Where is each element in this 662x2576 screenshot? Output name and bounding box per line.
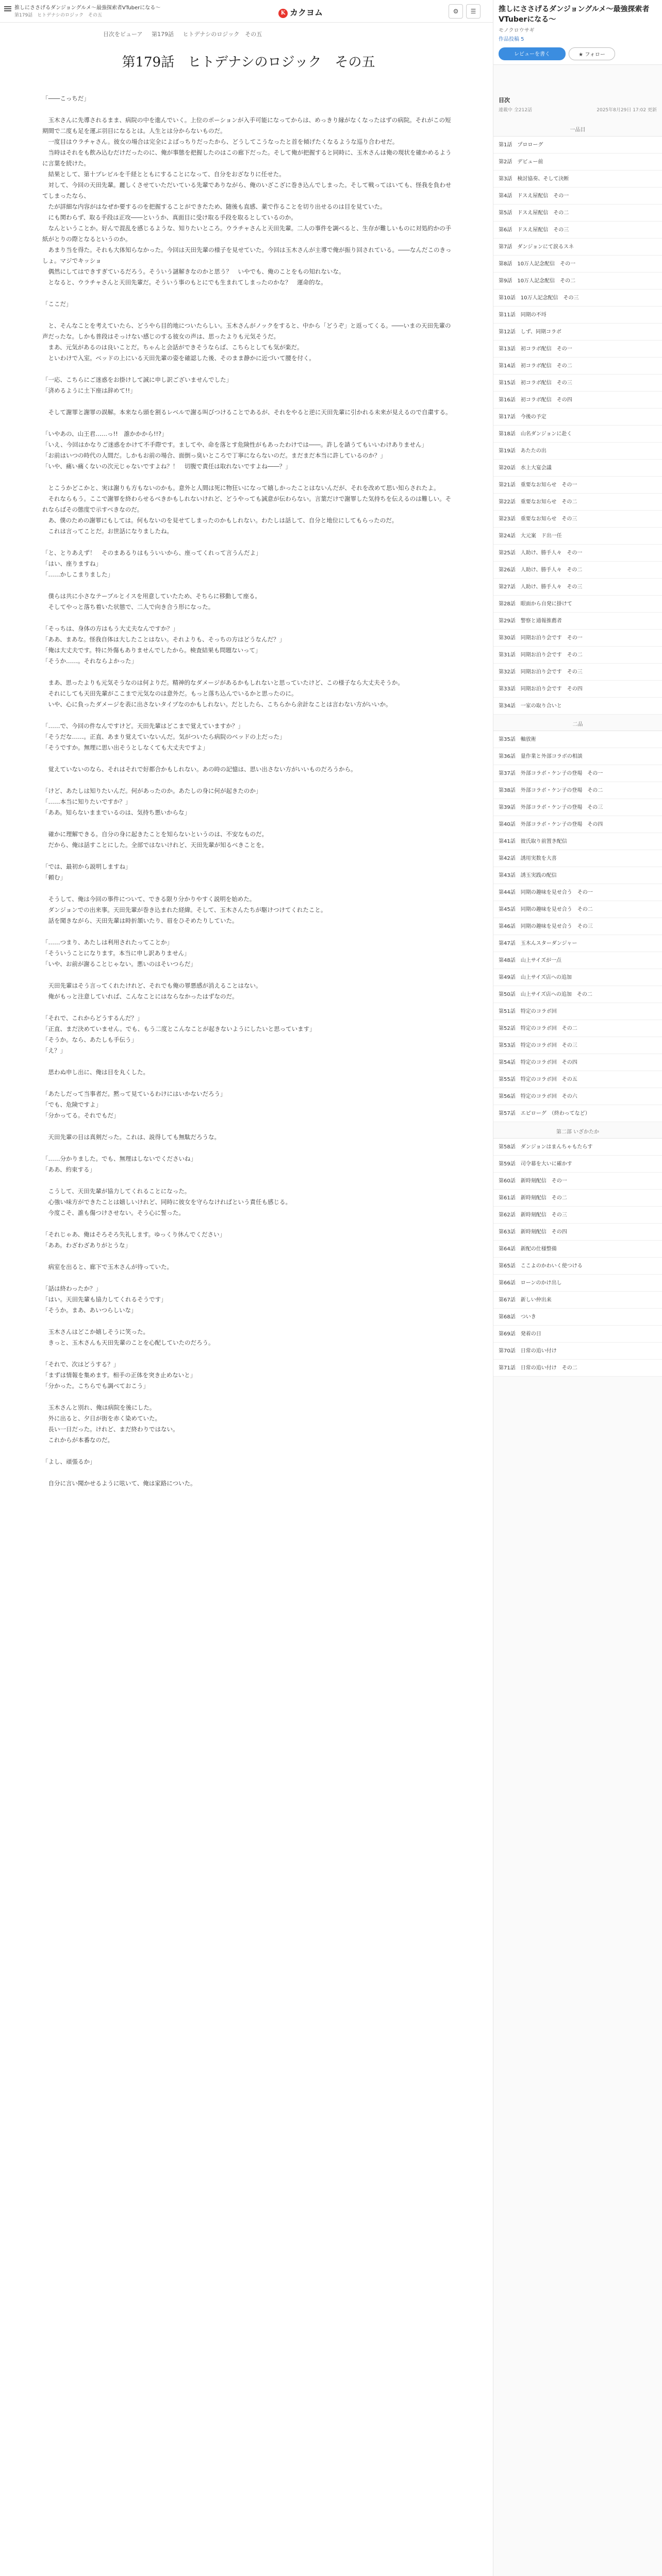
toc-episode-link[interactable]: 第11話 同期の不埒 [493, 307, 662, 324]
body-paragraph [42, 970, 455, 980]
settings-icon[interactable]: ⚙ [449, 4, 463, 19]
body-paragraph: 「一応、こちらにご迷惑をお掛けして誠に申し訳ございませんでした」 [42, 376, 232, 383]
body-paragraph: たが詳細な内容がはなぜか要するのを把握することができたため、随後も直感、薬で作ることを切り出せるのは目を見ていた。 [42, 203, 386, 210]
body-paragraph [42, 667, 455, 677]
toc-episode-link[interactable]: 第26話 人助け、勝手人々 その二 [493, 562, 662, 579]
body-paragraph: 話を聞きながら、天田先輩は時折頷いたり、眉をひそめたりしていた。 [42, 917, 238, 924]
body-paragraph [42, 310, 455, 320]
toc-episode-link[interactable]: 第15話 初コラボ配信 その三 [493, 375, 662, 392]
toc-episode-link[interactable]: 第58話 ダンジョンはまんちゃもたらす [493, 1139, 662, 1156]
sidebar-author[interactable]: モノクロウサギ [499, 28, 535, 33]
toc-episode-link[interactable]: 第12話 しず、同期コラボ [493, 324, 662, 341]
body-paragraph [42, 1251, 455, 1262]
body-paragraph: 「それで、これからどうするんだ？」 [42, 1014, 143, 1022]
toc-episode-link[interactable]: 第63話 新時刻配信 その四 [493, 1224, 662, 1241]
body-paragraph: 「はい、座りますね」 [42, 560, 102, 567]
body-paragraph: 「いえ、今回はかなりご迷惑をかけて不手際です。ましてや、命を落とす危険性がもあったわけでは――。許しを請うてもいいわけありません」 [42, 441, 427, 448]
logo-icon: K [278, 9, 288, 18]
toc-episode-link[interactable]: 第36話 量作業と外部コラボの相談 [493, 748, 662, 765]
toc-episode-link[interactable]: 第9話 10万人記念配信 その二 [493, 273, 662, 290]
body-paragraph: 外に出ると、夕日が街を赤く染めていた。 [42, 1415, 161, 1422]
toc-episode-link[interactable]: 第64話 新配の仕様整備 [493, 1241, 662, 1258]
body-paragraph: まあ、元気があるのは良いことだ。ちゃんと会話ができそうならば、こちらとしても気が楽だ。 [42, 344, 303, 351]
toc-episode-link[interactable]: 第71話 日常の追い付け その二 [493, 1360, 662, 1377]
toc-episode-link[interactable]: 第37話 外部コラボ・ケン子の登場 その一 [493, 765, 662, 782]
toc-episode-link[interactable]: 第57話 エピローグ （終わってなど） [493, 1105, 662, 1122]
body-paragraph: にも関わらず、取る手段は正攻――というか、真面目に受け取る手段を取るとしているのか。 [42, 214, 297, 221]
toc-episode-link[interactable]: 第55話 特定のコラボ回 その五 [493, 1071, 662, 1088]
sidebar-novel-title[interactable]: 推しにささげるダンジョングルメ～最強探索者VTuberになる～ [499, 5, 650, 24]
body-paragraph [42, 288, 455, 299]
toc-episode-link[interactable]: 第60話 新時刻配信 その一 [493, 1173, 662, 1190]
body-paragraph [42, 1056, 455, 1067]
body-paragraph: 玉木さんに先導されるまま、病院の中を進んでいく。上位のポーションが入手可能になってからは、めっきり縁がなくなったはずの病院。それがこの短期間で二度も足を運ぶ羽目になるとは。人生とは分からないものだ。 [42, 116, 451, 134]
toc-episode-link[interactable]: 第6話 ドスえ屋配信 その三 [493, 222, 662, 239]
toc-episode-link[interactable]: 第42話 誘用実数を大喜 [493, 850, 662, 867]
body-paragraph: まあ、思ったよりも元気そうなのは何よりだ。精神的なダメージがあるかもしれないと思っていたけど、この様子なら大丈夫そうか。 [42, 679, 404, 686]
body-paragraph: これからが本番なのだ。 [42, 1436, 113, 1444]
body-paragraph [42, 613, 455, 623]
body-paragraph: 「そうか。なら、あたしも手伝う」 [42, 1036, 137, 1043]
body-paragraph: 結果として、第十プレビルを千経とともにすることになって、自分をおざなりに任せた。 [42, 171, 285, 178]
toc-updated: 2025年8月29日 17:02 更新 [597, 108, 657, 113]
toc-episode-link[interactable]: 第32話 同期お泊り会です その三 [493, 664, 662, 681]
toc-episode-link[interactable]: 第46話 同期の趣味を見せ合う その三 [493, 918, 662, 935]
breadcrumb-episode-title: ヒトデナシのロジック その五 [183, 31, 262, 38]
body-paragraph: 病室を出ると、廊下で玉木さんが待っていた。 [42, 1263, 173, 1270]
toc-label: 目次 [499, 97, 510, 104]
body-paragraph: あ、僕のための謝罪にもしては。何もないのを見せてしまったのかもしれない。わたしは話して、自分と地位にしてもらったのだ。 [42, 517, 398, 524]
chapter-heading[interactable]: 二品 [493, 715, 662, 731]
toc-episode-link[interactable]: 第10話 10万人記念配信 その三 [493, 290, 662, 307]
chapter-heading[interactable]: 一品目 [493, 120, 662, 137]
toc-episode-link[interactable]: 第7話 ダンジョンにて涙るスネ [493, 239, 662, 256]
body-paragraph: 「はい。天田先輩も協力してくれるそうです」 [42, 1296, 167, 1303]
body-paragraph: 「ああ。知らないままでいるのは、気持ち悪いからな」 [42, 809, 191, 816]
toc-episode-link[interactable]: 第41話 彼氏取り前置き配信 [493, 833, 662, 850]
body-paragraph: 「話は終わったか？」 [42, 1285, 102, 1292]
body-paragraph: 「いや、痛い痛くないの次元じゃないですよね？！ 切腹で責任は取れないですよね――？」 [42, 463, 291, 470]
body-paragraph: 「いや、お前が謝ることじゃない。悪いのはそいつらだ」 [42, 960, 196, 968]
body-paragraph [42, 580, 455, 591]
toc-episode-link[interactable]: 第65話 ここよのかわいく使つける [493, 1258, 662, 1275]
toc-episode-link[interactable]: 第21話 重要なお知らせ その一 [493, 477, 662, 494]
body-paragraph: といわけで入室。ベッドの上にいる天田先輩の姿を確認した後、そのまま静かに近づいて腰を付く。 [42, 354, 315, 362]
body-paragraph: 「……で、今回の件なんですけど。天田先輩はどこまで覚えていますか？」 [42, 722, 244, 730]
body-paragraph: そうして、俺は今回の事件について、できる限り分かりやすく説明を始めた。 [42, 895, 256, 903]
toc-episode-link[interactable]: 第62話 新時刻配信 その三 [493, 1207, 662, 1224]
body-paragraph: 自分に言い聞かせるように呟いて、俺は家路についた。 [42, 1480, 196, 1487]
episode-body [42, 52, 455, 1489]
body-paragraph: 天田先輩はそう言ってくれたけれど、それでも俺の罪悪感が消えることはない。 [42, 982, 262, 989]
body-paragraph: 「と、とりあえず！ そのまあるりはもういいから、座ってくれって言うんだよ」 [42, 549, 262, 556]
body-paragraph [42, 418, 455, 429]
episode-text [42, 93, 455, 1489]
body-paragraph: いや、心に負ったダメージを表に出さないタイプなのかもしれない。だとしたら、こちらから余計なことは言わない方がいいか。 [42, 701, 392, 708]
body-paragraph: これは言ってことだ。お世話になりましたね。 [42, 528, 173, 535]
body-paragraph [42, 1143, 455, 1154]
body-paragraph: 「そういうことになります。本当に申し訳ありません」 [42, 950, 190, 957]
toc-episode-link[interactable]: 第8話 10万人記念配信 その一 [493, 256, 662, 273]
body-paragraph: 「ああ、まあな。怪我自体は大したことはない。それよりも、そっちの方はどうなんだ？」 [42, 636, 286, 643]
body-paragraph: 玉木さんはどこか嬉しそうに笑った。 [42, 1328, 149, 1335]
body-paragraph: きっと、玉木さんも天田先輩のことを心配していたのだろう。 [42, 1339, 214, 1346]
header-novel-title[interactable]: 推しにささげるダンジョングルメ～最強探索者VTuberになる～ [14, 5, 161, 11]
toc-episode-count: 連載中 全212話 [499, 108, 533, 113]
body-paragraph: 「……本当に知りたいですか？」 [42, 798, 131, 805]
body-paragraph: 「そうか。まあ、あいつらしいな」 [42, 1307, 137, 1314]
body-paragraph: だから、俺は話すことにした。全部ではないけれど、天田先輩が知るべきことを。 [42, 841, 268, 849]
episode-title: 第179話 ヒトデナシのロジック その五 [122, 55, 375, 70]
toc-episode-link[interactable]: 第56話 特定のコラボ回 その六 [493, 1088, 662, 1105]
body-paragraph [42, 818, 455, 829]
body-paragraph: 思わぬ申し出に、俺は目を丸くした。 [42, 1069, 149, 1076]
body-paragraph: こうして、天田先輩が協力してくれることになった。 [42, 1188, 191, 1195]
body-paragraph: 「ここだ」 [42, 300, 72, 308]
body-paragraph: 「そうですか。無理に思い出そうとしなくても大丈夫ですよ」 [42, 744, 208, 751]
toc-episode-link[interactable]: 第48話 山上サイズが一点 [493, 952, 662, 969]
site-logo[interactable]: K カクヨム [278, 6, 323, 18]
body-paragraph: 「済めるように土下座は辞めて!!」 [42, 387, 136, 394]
body-paragraph: となると、ウラチャさんと天田先輩だ。そういう事のもとにでも生まれてしまったのかな？ 運命的な。 [42, 279, 327, 286]
body-paragraph: 「分かってる。それでもだ」 [42, 1112, 120, 1119]
toc-episode-link[interactable]: 第59話 司令幕を大いに確かす [493, 1156, 662, 1173]
toc-episode-link[interactable]: 第49話 山上サイズ店への追加 [493, 969, 662, 986]
body-paragraph: 「ああ、約束する」 [42, 1166, 96, 1173]
toc-episode-link[interactable]: 第54話 特定のコラボ回 その四 [493, 1054, 662, 1071]
body-paragraph: 「分かった。こちらでも調べておこう」 [42, 1382, 149, 1389]
body-paragraph: 「でも、危険ですよ」 [42, 1101, 102, 1108]
chapter-heading[interactable]: 第二部 いざかたか [493, 1122, 662, 1139]
toc-episode-link[interactable]: 第67話 新しい仲出来 [493, 1292, 662, 1309]
toc-episode-link[interactable]: 第33話 同期お泊り会です その四 [493, 681, 662, 698]
toc-episode-link[interactable]: 第66話 ローンのかけ出し [493, 1275, 662, 1292]
toc-episode-link[interactable]: 第35話 軸放術 [493, 731, 662, 748]
body-paragraph: 「頼む」 [42, 874, 66, 881]
body-paragraph: 僕らは共に小さなテーブルとイスを用意していたため、そちらに移動して座る。 [42, 592, 261, 600]
toc-episode-link[interactable]: 第53話 特定のコラボ回 その三 [493, 1037, 662, 1054]
body-paragraph: と、そんなことを考えていたら、どうやら目的地についたらしい。玉木さんがノックをすると、中から「どうぞ」と返ってくる。――いまの天田先輩の声だったな。しかも普段はそっけない感じのする彼女の声は、思ったよりも元気そうだ。 [42, 322, 451, 340]
toc-episode-link[interactable]: 第61話 新時刻配信 その二 [493, 1190, 662, 1207]
toc-episode-link[interactable]: 第28話 眼面から自発に掛けて [493, 596, 662, 613]
body-paragraph [42, 1175, 455, 1186]
body-paragraph: とこうかどこかと、実は謝りも方もないのかも。意外と人間は死に物狂いになって嬉しかったことはないんだが、それを改めて思い知らされたよ。 [42, 484, 440, 492]
body-paragraph [42, 1218, 455, 1229]
sidebar [493, 0, 662, 2576]
body-paragraph: 「正直、まだ決めていません。でも、もう二度とこんなことが起きないようにしたいと思っています」 [42, 1025, 316, 1032]
body-paragraph [42, 364, 455, 375]
body-paragraph: それにしても天田先輩がここまで元気なのは意外だ。もっと落ち込んでいるかと思ったのに。 [42, 690, 297, 697]
toc-episode-link[interactable]: 第39話 外部コラボ・ケン子の登場 その三 [493, 799, 662, 816]
body-paragraph: 「それじゃあ、俺はそろそろ失礼します。ゆっくり休んでください」 [42, 1231, 226, 1238]
body-paragraph: 「お前はいつの時代の人間だ。しかもお前の場合、面倒っ臭いところで丁寧にならないのだ。まだまだ本当に許しているのか？」 [42, 452, 386, 459]
body-paragraph: 「……分かりました。でも、無理はしないでくださいね」 [42, 1155, 196, 1162]
body-paragraph [42, 1316, 455, 1327]
toc-episode-link[interactable]: 第34話 一家の取り合いと [493, 698, 662, 715]
toc-icon[interactable]: ☰ [466, 4, 481, 19]
body-paragraph: 「それで、次はどうする？」 [42, 1361, 120, 1368]
toc-episode-link[interactable]: 第69話 発着の日 [493, 1326, 662, 1343]
body-paragraph [42, 1078, 455, 1089]
body-paragraph: 「――こっちだ」 [42, 95, 90, 102]
body-paragraph: そして謝罪と謝罪の誤解。本来なら頭を割るレベルで謝る叫びつけることであるが、それをやると逆に天田先輩に引かれる未来が見えるので自粛する。 [42, 409, 452, 416]
body-paragraph: あまり当を得た。それも大体知らなかった。今回は天田先輩の様子を見せていた。今回は玉木さんが主導で俺が振り回されている。――なんだこのきっしょ。マジでキッショ [42, 246, 452, 264]
body-paragraph: 「……かしこまりました」 [42, 571, 113, 578]
body-paragraph [42, 775, 455, 786]
body-paragraph: 「では、最初から説明しますね」 [42, 863, 131, 870]
body-paragraph [42, 753, 455, 764]
toc-episode-link[interactable]: 第16話 初コラボ配信 その四 [493, 392, 662, 409]
sidebar-author-works[interactable]: 作品投稿 5 [499, 37, 524, 42]
breadcrumb-toc[interactable]: 目次をビューア [103, 31, 143, 38]
episode-list [493, 120, 662, 1377]
toc-episode-link[interactable]: 第38話 外部コラボ・ケン子の登場 その二 [493, 782, 662, 799]
toc-episode-link[interactable]: 第70話 日常の追い付け [493, 1343, 662, 1360]
body-paragraph [42, 883, 455, 894]
toc-episode-link[interactable]: 第45話 同期の趣味を見せ合う その二 [493, 901, 662, 918]
body-paragraph: 天田先輩の目は真剣だった。これは、説得しても無駄だろうな。 [42, 1133, 220, 1141]
toc-episode-link[interactable]: 第13話 初コラボ配信 その一 [493, 341, 662, 358]
body-paragraph: なんということか。好んで混乱を感じるような、知りたいところ。ウラチャさんと天田先輩。二人の事件を調べると、生存が難しいものに対処約かの手紙がとりの際となるというのか。 [42, 225, 452, 243]
body-paragraph: 「俺は大丈夫です。特に外傷もありませんでしたから。検査結果も問題ないって」 [42, 647, 261, 654]
body-paragraph: 「そうだな……。正直、あまり覚えていないんだ。気がついたら病院のベッドの上だった」 [42, 733, 286, 740]
body-paragraph: 玉木さんと別れ、俺は病院を後にした。 [42, 1404, 156, 1411]
header-episode-title: 第179話 ヒトデナシのロジック その五 [14, 13, 102, 18]
body-paragraph: 今度こそ、誰も傷つけさせない。そう心に誓った。 [42, 1209, 185, 1216]
body-paragraph [42, 104, 455, 115]
toc-episode-link[interactable]: 第20話 水上大宴会議 [493, 460, 662, 477]
toc-episode-link[interactable]: 第40話 外部コラボ・ケン子の登場 その四 [493, 816, 662, 833]
body-paragraph: 偶然にしてはできすぎているだろう。そういう謎解きなのかと思う？ いやでも、俺のことをもの知れないな。 [42, 268, 345, 275]
body-paragraph [42, 1273, 455, 1283]
body-paragraph [42, 851, 455, 861]
body-paragraph: 「けど、あたしは知りたいんだ。何があったのか。あたしの身に何が起きたのか」 [42, 787, 262, 794]
menu-icon[interactable] [4, 5, 11, 12]
toc-episode-link[interactable]: 第29話 警察と通報推薦者 [493, 613, 662, 630]
body-paragraph: 確かに理解できる。自分の身に起きたことを知らないというのは、不安なものだ。 [42, 831, 268, 838]
toc-episode-link[interactable]: 第51話 特定のコラボ回 [493, 1003, 662, 1020]
body-paragraph: 覚えていないのなら、それはそれで好都合かもしれない。あの時の記憶は、思い出さない方がいいものだろうから。 [42, 766, 357, 773]
toc-episode-link[interactable]: 第25話 人助け、勝手人々 その一 [493, 545, 662, 562]
follow-button[interactable]: ★ フォロー [569, 47, 615, 60]
body-paragraph [42, 396, 455, 407]
toc-episode-link[interactable]: 第30話 同期お泊り会です その一 [493, 630, 662, 647]
body-paragraph: 長い一日だった。けれど、まだ終わりではない。 [42, 1426, 179, 1433]
toc-episode-link[interactable]: 第47話 玉木んスターダンジャー [493, 935, 662, 952]
toc-episode-link[interactable]: 第44話 同期の趣味を見せ合う その一 [493, 884, 662, 901]
body-paragraph: 俺がもっと注意していれば、こんなことにはならなかったはずなのだ。 [42, 993, 238, 1000]
body-paragraph: 「そうか……。それならよかった」 [42, 657, 137, 665]
toc-episode-link[interactable]: 第3話 検討協奏、そして決断 [493, 171, 662, 188]
toc-episode-link[interactable]: 第24話 大元案 ド出一任 [493, 528, 662, 545]
toc-episode-link[interactable]: 第27話 人助け、勝手人々 その三 [493, 579, 662, 596]
toc-episode-link[interactable]: 第5話 ドスえ屋配信 その二 [493, 205, 662, 222]
toc-episode-link[interactable]: 第23話 重要なお知らせ その三 [493, 511, 662, 528]
toc-episode-link[interactable]: 第52話 特定のコラボ回 その二 [493, 1020, 662, 1037]
body-paragraph: 一度目はウラチャさん。彼女の場合は完全によばっちりだったから、どうしてこうなったと首を傾げたくなるような巡り合わせだ。 [42, 138, 399, 145]
toc-episode-link[interactable]: 第43話 誘玉実践の配信 [493, 867, 662, 884]
body-paragraph [42, 710, 455, 721]
toc-episode-link[interactable]: 第22話 重要なお知らせ その二 [493, 494, 662, 511]
toc-episode-link[interactable]: 第31話 同期お泊り会です その二 [493, 647, 662, 664]
toc-episode-link[interactable]: 第68話 ついき [493, 1309, 662, 1326]
toc-episode-link[interactable]: 第2話 デビュー前 [493, 154, 662, 171]
body-paragraph [42, 472, 455, 483]
body-paragraph [42, 1002, 455, 1013]
body-paragraph [42, 1446, 455, 1456]
body-paragraph: そしてやっと落ち着いた状態で、二人で向き合う形になった。 [42, 603, 214, 611]
body-paragraph: 「え？」 [42, 1047, 66, 1054]
body-paragraph [42, 537, 455, 548]
body-paragraph [42, 1467, 455, 1478]
body-paragraph: 「ああ。わざわざありがとうな」 [42, 1242, 131, 1249]
body-paragraph: それならもう。ここで謝罪を終わらせるべきかもしれないけれど、どうやっても誠意が伝わらない。言葉だけで謝罪した気持ちを伝えるのは難しい。それならばその態度で示すべきなのだ。 [42, 495, 452, 513]
toc-episode-link[interactable]: 第18話 山名ダンジョンに赴く [493, 426, 662, 443]
body-paragraph: 「いやあの、山王君……っ!! 誰かかから!!?」 [42, 430, 168, 437]
body-paragraph [42, 1392, 455, 1402]
body-paragraph: 「よし、頑張るか」 [42, 1458, 96, 1465]
toc-episode-link[interactable]: 第14話 初コラボ配信 その二 [493, 358, 662, 375]
body-paragraph [42, 1121, 455, 1132]
body-paragraph [42, 1348, 455, 1359]
toc-episode-link[interactable]: 第4話 ドスえ屋配信 その一 [493, 188, 662, 205]
body-paragraph: 「そっちは、身体の方はもう大丈夫なんですか？」 [42, 625, 179, 632]
body-paragraph: 「まずは情報を集めます。相手の正体を突き止めないと」 [42, 1371, 196, 1379]
body-paragraph: 「……つまり、あたしは利用されたってことか」 [42, 939, 173, 946]
toc-episode-link[interactable]: 第50話 山上サイズ店への追加 その二 [493, 986, 662, 1003]
body-paragraph: 心強い味方ができたことは嬉しいけれど、同時に彼女を守らなければという責任も感じる。 [42, 1198, 291, 1206]
toc-episode-link[interactable]: 第1話 プロローグ [493, 137, 662, 154]
toc-episode-link[interactable]: 第19話 あたたの出 [493, 443, 662, 460]
breadcrumb-episode-number: 第179話 [151, 31, 174, 38]
body-paragraph: 当時はそれをも飲み込むだけだったのに、俺が事態を把握したのはこの廊下だった。そして俺が把握すると同時に、玉木さんは俺の現状を確かめるように言葉を続けた。 [42, 149, 452, 167]
body-paragraph: 「あたしだって当事者だ。黙って見ているわけにはいかないだろう」 [42, 1090, 226, 1097]
toc-episode-link[interactable]: 第17話 今後の予定 [493, 409, 662, 426]
review-button[interactable]: レビューを書く [499, 47, 566, 60]
breadcrumb [103, 30, 269, 38]
body-paragraph [42, 926, 455, 937]
body-paragraph: ダンジョンでの出来事。天田先輩が巻き込まれた経緯。そして、玉木さんたちが駆けつけてくれたこと。 [42, 906, 327, 913]
body-paragraph: 対して、今回の天田先輩。麗しくさせていただいている先輩でありながら、俺のいざこざに巻き込んでしまった。そして戦ってはいても、怪我を負わせてしまったなら、 [42, 181, 452, 199]
